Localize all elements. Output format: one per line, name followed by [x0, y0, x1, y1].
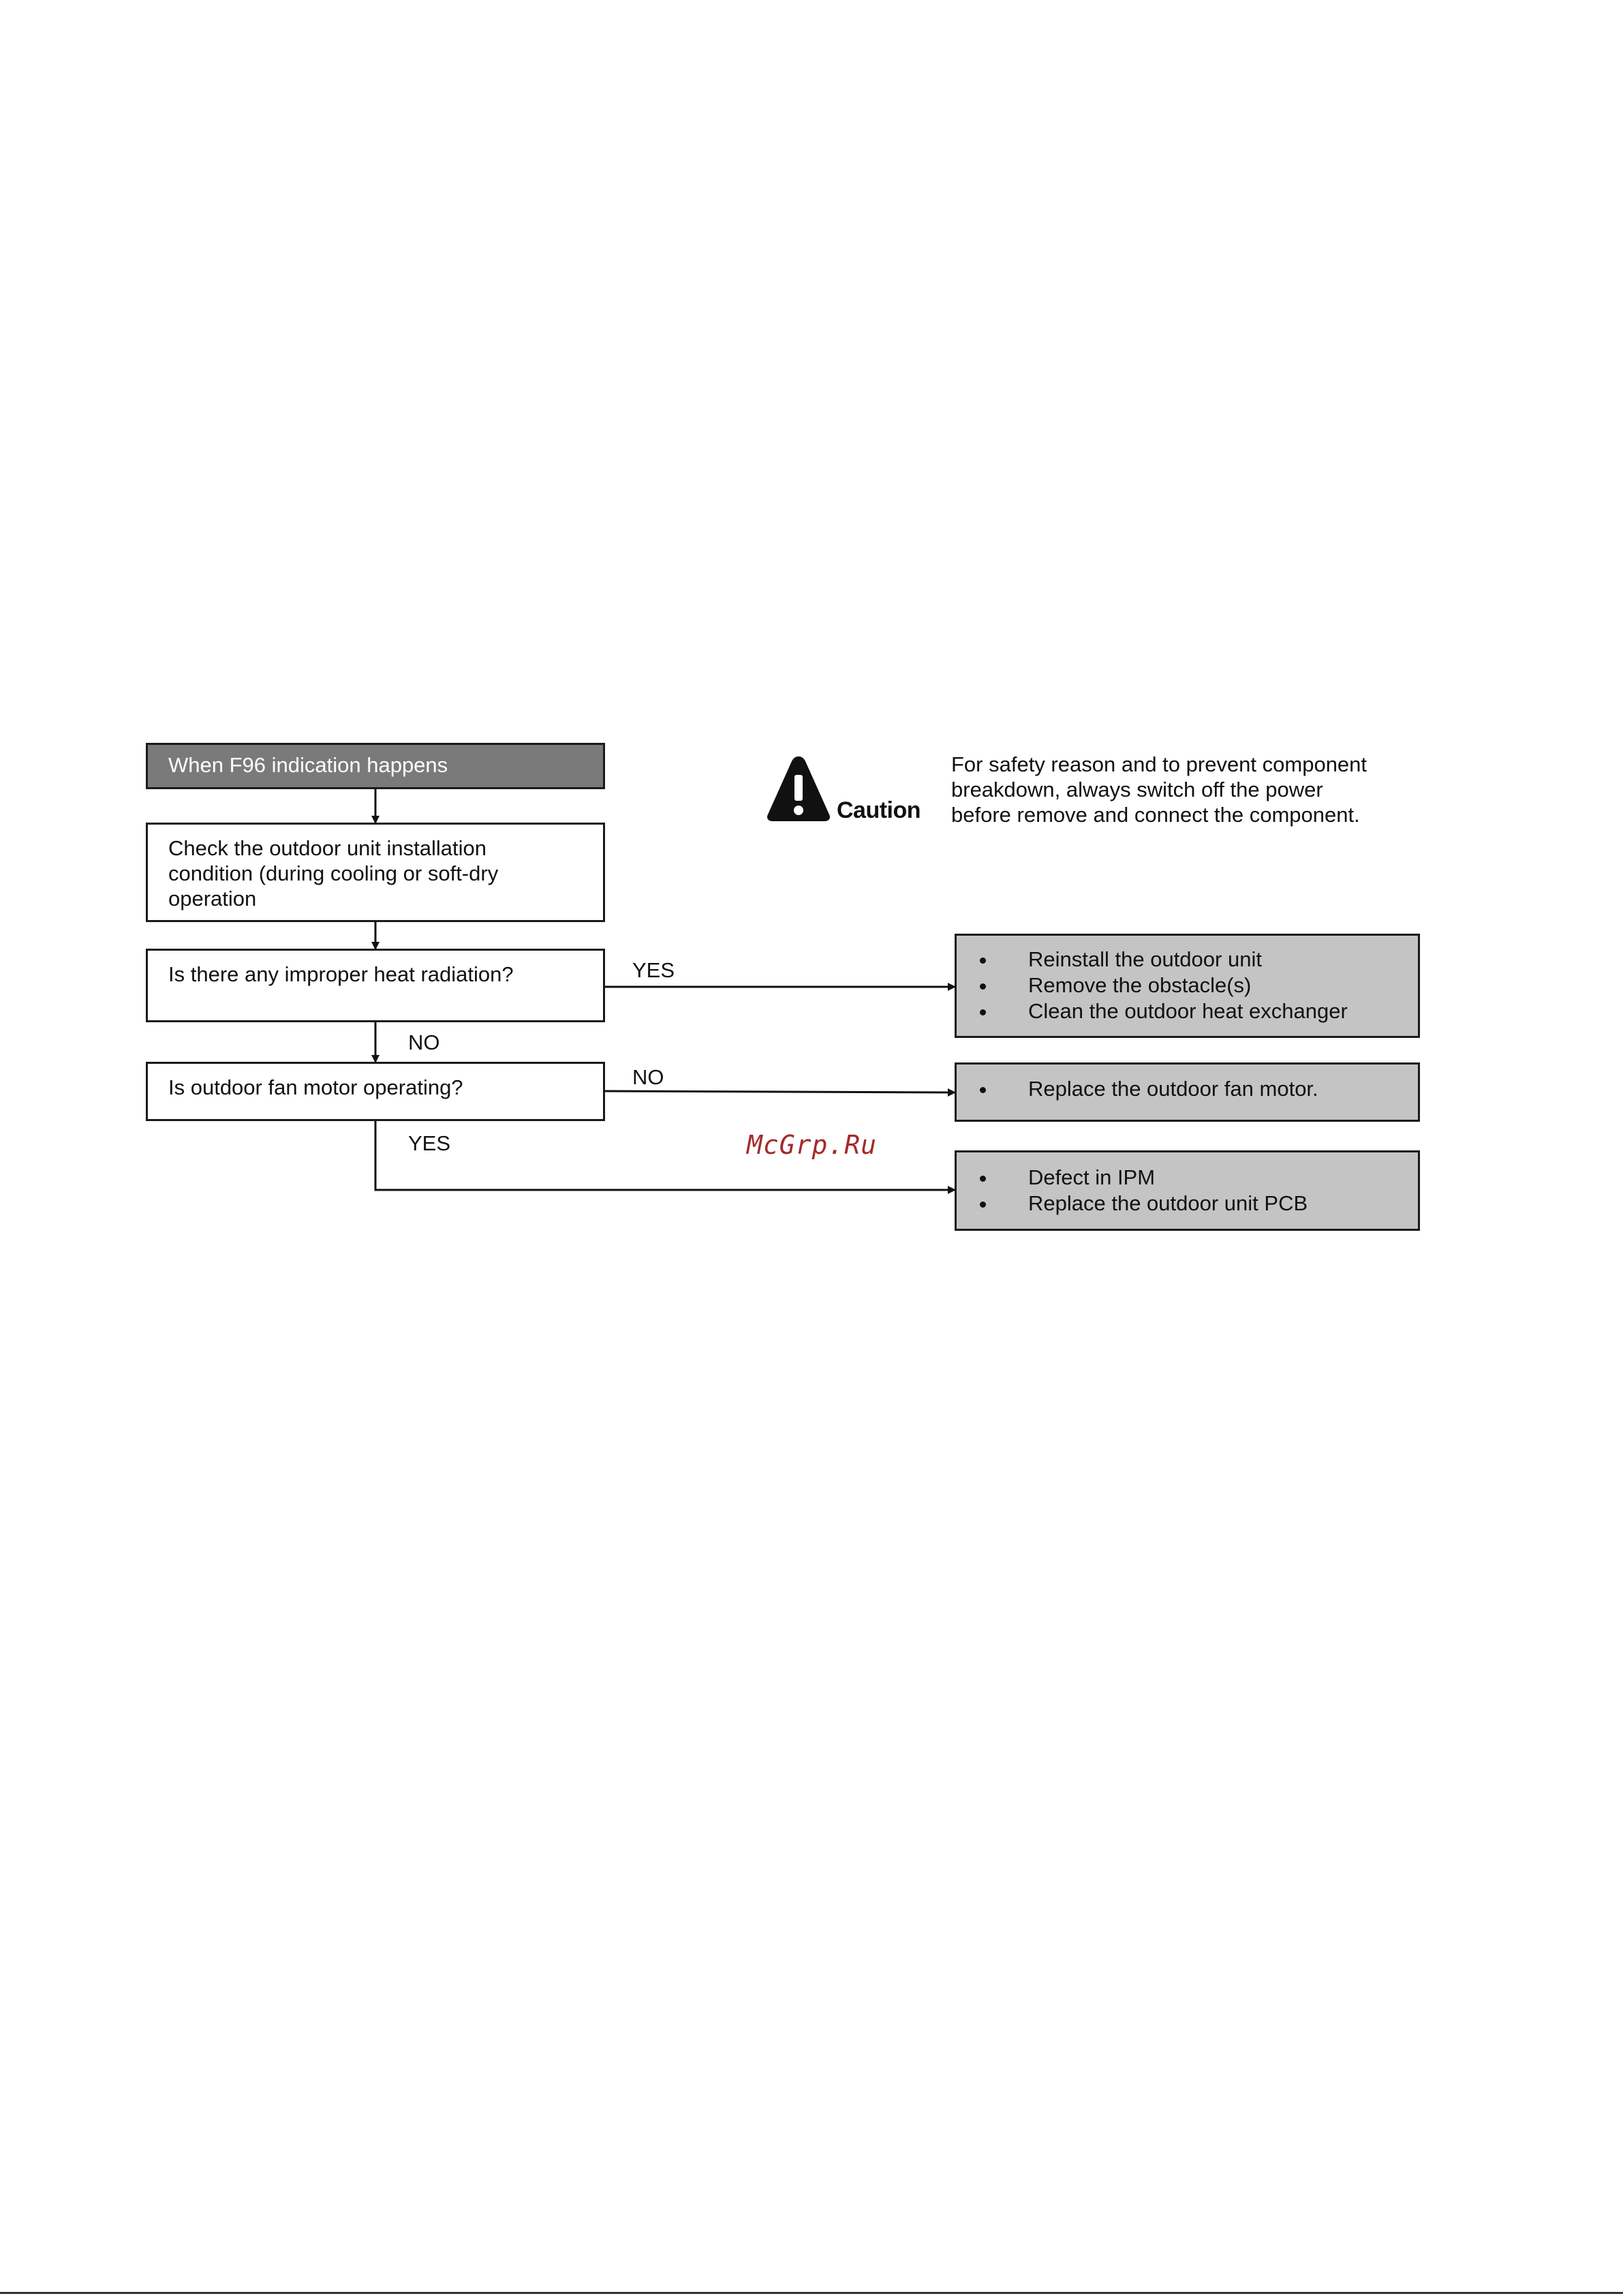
check-line-3: operation: [168, 887, 257, 910]
decision2-yes-label: YES: [408, 1131, 451, 1155]
fan-motor-question: Is outdoor fan motor operating?: [168, 1075, 463, 1099]
caution-line-1: For safety reason and to prevent component: [951, 752, 1367, 776]
caution-line-2: breakdown, always switch off the power: [951, 778, 1323, 801]
remedy3-list: [977, 1165, 1308, 1216]
caution-label: Caution: [837, 797, 921, 823]
list-item: Defect in IPM: [977, 1165, 1308, 1191]
ipm-pcb-remedy-box: [955, 1150, 1420, 1231]
decision1-no-label: NO: [408, 1030, 440, 1054]
list-item: Replace the outdoor unit PCB: [977, 1191, 1308, 1216]
remedy1-list: [977, 947, 1348, 1024]
watermark: McGrp.Ru: [747, 1130, 878, 1160]
decision2-no-label: NO: [632, 1065, 664, 1089]
caution-line-3: before remove and connect the component.: [951, 803, 1360, 827]
warning-icon: [766, 754, 831, 823]
start-label: When F96 indication happens: [168, 753, 448, 777]
arrow-decision2-no: [604, 1091, 955, 1092]
heat-radiation-question: Is there any improper heat radiation?: [168, 962, 514, 986]
heat-radiation-decision-box: [146, 949, 605, 1022]
list-item: Remove the obstacle(s): [977, 973, 1348, 998]
fan-motor-decision-box: [146, 1062, 605, 1121]
list-item: Clean the outdoor heat exchanger: [977, 998, 1348, 1024]
check-line-2: condition (during cooling or soft-dry: [168, 861, 499, 885]
start-box: [146, 743, 605, 789]
list-item: Replace the outdoor fan motor.: [977, 1076, 1318, 1102]
list-item: Reinstall the outdoor unit: [977, 947, 1348, 973]
check-line-1: Check the outdoor unit installation: [168, 836, 487, 860]
heat-radiation-remedy-box: [955, 934, 1420, 1038]
decision1-yes-label: YES: [632, 958, 675, 982]
remedy2-list: [977, 1076, 1318, 1102]
bottom-rule: [0, 2292, 1623, 2294]
fan-motor-remedy-box: [955, 1062, 1420, 1122]
caution-text: [951, 752, 1367, 827]
check-installation-box: [146, 823, 605, 922]
